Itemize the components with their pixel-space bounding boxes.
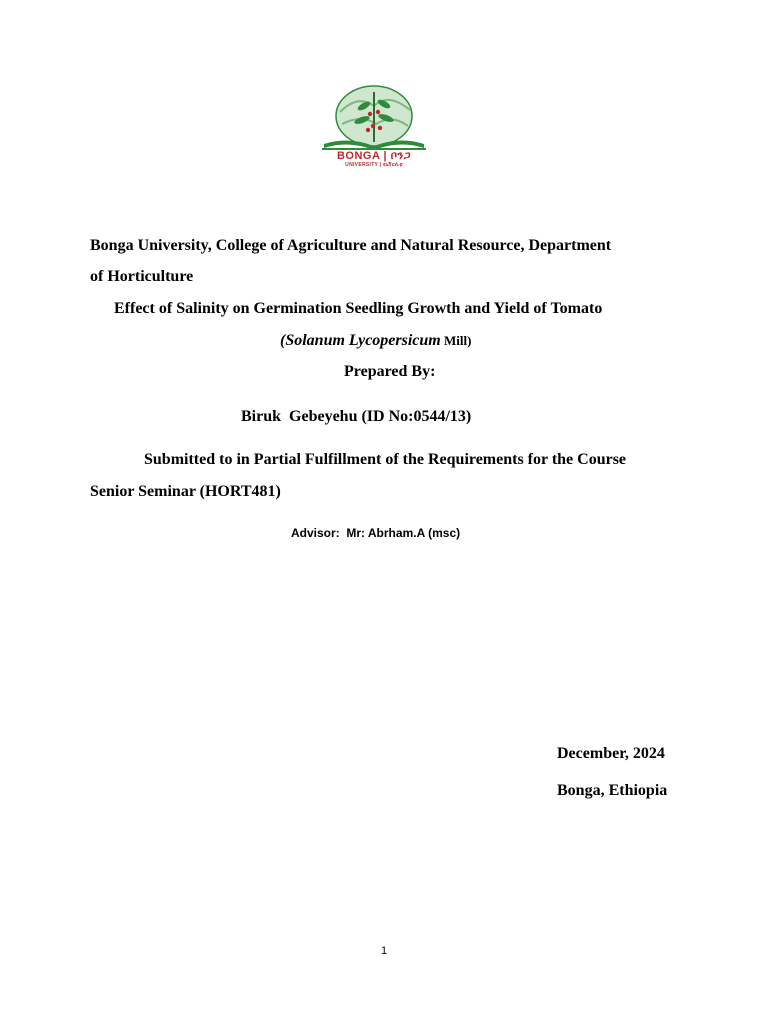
species-line <box>280 331 471 351</box>
logo-sub: UNIVERSITY <box>345 162 379 168</box>
logo-wordmark: BONGA | ቦንጋ UNIVERSITY | ዩኒቨርሲቲ <box>336 150 412 168</box>
title-line-1: Effect of Salinity on Germination Seedling Growth and Yield of Tomato <box>114 300 603 317</box>
location-line: Bonga, Ethiopia <box>557 782 668 799</box>
advisor-line: Advisor: Mr: Abrham.A (msc) <box>291 526 461 540</box>
author-line: Biruk Gebeyehu (ID No:0544/13) <box>241 408 472 425</box>
species-close: ) <box>467 333 472 348</box>
page-number: 1 <box>380 945 388 957</box>
species-name: Solanum Lycopersicum <box>285 332 441 349</box>
logo-script-sub: ዩኒቨርሲቲ <box>383 162 403 168</box>
species-author: Mill <box>440 333 468 348</box>
prepared-by-label: Prepared By: <box>344 363 436 380</box>
logo-name: BONGA <box>336 150 380 162</box>
date-line: December, 2024 <box>557 745 665 762</box>
submission-line-1: Submitted to in Partial Fulfillment of the Requirements for the Course <box>144 451 627 468</box>
submission-line-2: Senior Seminar (HORT481) <box>90 483 281 500</box>
institution-line-1: Bonga University, College of Agriculture and Natural Resource, Department <box>90 237 612 254</box>
institution-line-2: of Horticulture <box>90 268 194 285</box>
species-open: ( <box>280 332 286 349</box>
logo-script: ቦንጋ <box>390 150 412 162</box>
